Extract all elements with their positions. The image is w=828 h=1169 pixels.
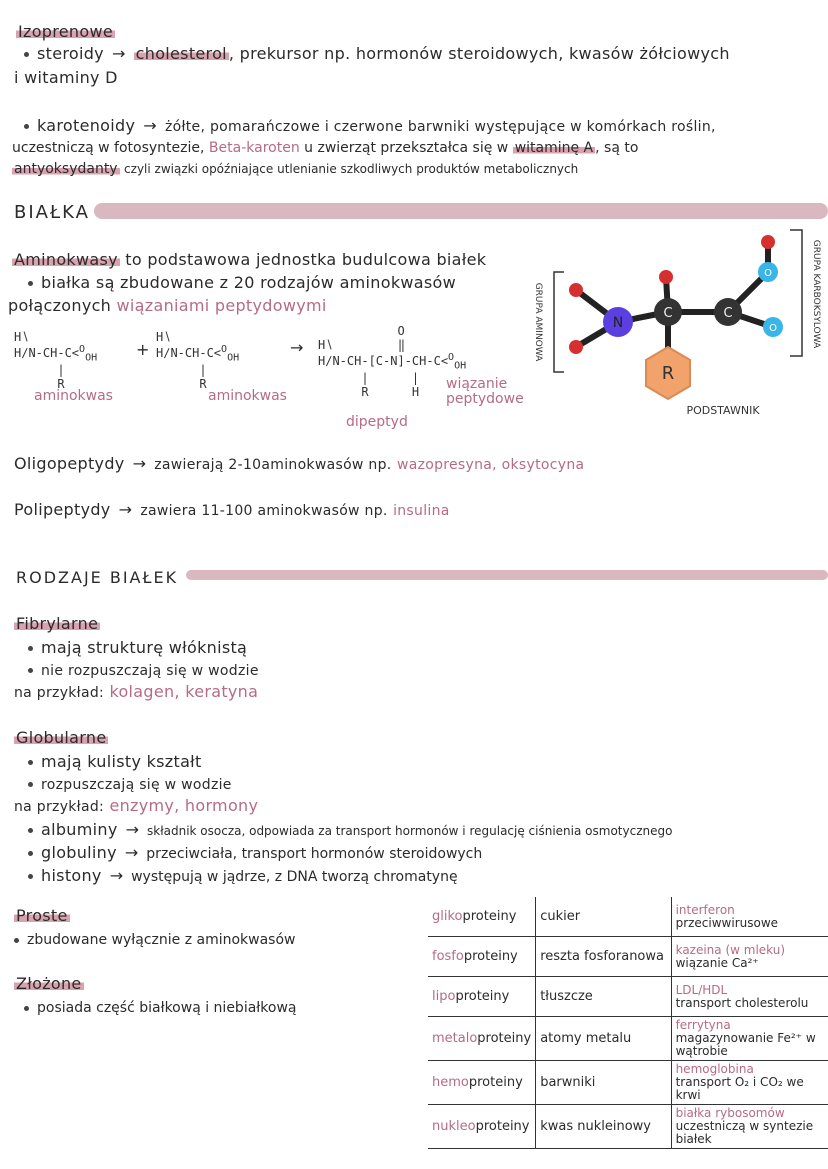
proste-heading: Proste	[16, 906, 68, 925]
arrow-icon: →	[118, 500, 133, 519]
witamina-a-term: witaminę A	[514, 140, 594, 156]
steroidy-term: steroidy	[37, 44, 104, 63]
example-name: hemoglobina	[675, 1062, 754, 1076]
bullet	[28, 782, 33, 787]
protein-suffix: proteiny	[455, 989, 510, 1004]
reaction-arrow-icon: →	[290, 338, 304, 357]
zlozone-line	[24, 1000, 296, 1016]
steroidy-line	[24, 44, 730, 63]
glob-example	[14, 796, 258, 815]
peptydowe-label: peptydowe	[446, 391, 524, 407]
protein-prefix: hemo	[432, 1075, 469, 1090]
protein-suffix: proteiny	[462, 909, 517, 924]
fib-b2-text: nie rozpuszczają się w wodzie	[41, 663, 259, 679]
bullet	[24, 52, 29, 57]
table-row	[428, 937, 828, 977]
histony-line	[28, 866, 458, 885]
steroidy-desc2: i witaminy D	[14, 68, 118, 87]
atom-n-label: N	[612, 315, 624, 331]
cholesterol-term: cholesterol	[135, 44, 227, 63]
karotenoidy-line3	[12, 161, 578, 177]
protein-prefix: metalo	[432, 1031, 478, 1046]
bullet	[24, 124, 29, 129]
table-row	[428, 1105, 828, 1149]
non-protein-part-cell: tłuszcze	[536, 977, 671, 1017]
aminokwasy-line	[12, 250, 486, 269]
oligopeptydy-desc: zawierają 2-10aminokwasów np.	[154, 457, 392, 473]
atom-c-label-2: C	[723, 306, 733, 321]
bullet	[28, 874, 33, 879]
protein-prefix: gliko	[432, 909, 463, 924]
globuliny-line	[28, 843, 482, 862]
atom-o-label-2: O	[769, 323, 777, 334]
fib-ex: kolagen, keratyna	[109, 682, 259, 701]
proste-desc: zbudowane wyłącznie z aminokwasów	[27, 932, 296, 948]
karotenoidy-line3-text: czyli związki opóźniające utlenianie szkodliwych produktów metabolicznych	[124, 162, 579, 176]
example-name: białka rybosomów	[675, 1106, 785, 1120]
protein-type-cell	[428, 977, 536, 1017]
example-name: kazeina (w mleku)	[675, 942, 786, 957]
example-cell	[671, 897, 828, 937]
arrow-icon: →	[125, 820, 139, 839]
glob-bullet1	[28, 752, 202, 771]
non-protein-part-cell: reszta fosforanowa	[536, 937, 671, 977]
polaczonych-line	[8, 296, 327, 315]
protein-suffix: proteiny	[477, 1031, 532, 1046]
steroidy-desc: , prekursor np. hormonów steroidowych, kwasów żółciowych	[228, 44, 730, 63]
example-name: ferrytyna	[675, 1018, 731, 1032]
bullet	[24, 1006, 29, 1011]
example-desc: transport O₂ i CO₂ we krwi	[675, 1075, 804, 1102]
beta-karoten-term: Beta-karoten	[208, 140, 300, 156]
protein-suffix: proteiny	[468, 1075, 523, 1090]
arrow-icon: →	[111, 44, 126, 63]
grupa-karboksylowa-label: GRUPA KARBOKSYLOWA	[811, 239, 821, 349]
bialka-heading: BIAŁKA	[14, 202, 90, 223]
aminokwasy-term: Aminokwasy	[14, 250, 118, 269]
example-cell	[671, 1061, 828, 1105]
zlozone-heading: Złożone	[16, 974, 82, 993]
glob-b2-text: rozpuszczają się w wodzie	[41, 777, 232, 793]
example-desc: wiązanie Ca²⁺	[675, 955, 759, 970]
protein-suffix: proteiny	[475, 1119, 530, 1134]
aminokwas-label-2: aminokwas	[208, 388, 287, 404]
bullet	[28, 281, 33, 286]
polipeptydy-desc: zawiera 11-100 aminokwasów np.	[140, 503, 388, 519]
proste-line	[14, 932, 295, 948]
izoprenowe-heading: Izoprenowe	[18, 22, 113, 41]
amino-acid-diagram	[518, 222, 828, 422]
histony-desc: występują w jądrze, z DNA tworzą chromatynę	[131, 869, 458, 885]
non-protein-part-cell: kwas nukleinowy	[536, 1105, 671, 1149]
non-protein-part-cell: barwniki	[536, 1061, 671, 1105]
table-row	[428, 977, 828, 1017]
proteins-table	[428, 897, 828, 1149]
dipeptyd-label: dipeptyd	[346, 414, 408, 430]
karotenoidy-line2a: uczestniczą w fotosyntezie,	[12, 140, 205, 156]
grupa-aminowa-label: GRUPA AMINOWA	[533, 282, 543, 362]
bullet	[28, 646, 33, 651]
polipeptydy-ex: insulina	[393, 503, 450, 519]
carboxyl-bracket	[790, 230, 802, 356]
example-desc: przeciwwirusowe	[675, 915, 779, 930]
atom-c-label: C	[663, 306, 673, 321]
section-bar	[94, 203, 828, 219]
polipeptydy-term: Polipeptydy	[14, 500, 111, 519]
polipeptydy-line	[14, 500, 450, 519]
fibrylarne-heading: Fibrylarne	[16, 614, 99, 633]
karotenoidy-line2b: u zwierząt przekształca się w	[304, 140, 509, 156]
globuliny-desc: przeciwciała, transport hormonów steroidowych	[146, 846, 483, 862]
example-cell	[671, 1017, 828, 1061]
glob-ex-label: na przykład:	[14, 799, 105, 815]
karotenoidy-line2	[12, 140, 638, 156]
bialka-bullet1	[28, 273, 456, 292]
wiazaniami-term: wiązaniami peptydowymi	[116, 296, 327, 315]
bullet	[28, 851, 33, 856]
table-row	[428, 1061, 828, 1105]
non-protein-part-cell: atomy metalu	[536, 1017, 671, 1061]
globuliny-term: globuliny	[41, 843, 117, 862]
table-row	[428, 897, 828, 937]
arrow-icon: →	[132, 454, 147, 473]
hydrogen-atom-3	[659, 270, 673, 284]
protein-type-cell	[428, 937, 536, 977]
protein-type-cell	[428, 1061, 536, 1105]
glob-bullet2	[28, 774, 232, 793]
glob-b1-text: mają kulisty kształt	[41, 752, 202, 771]
arrow-icon: →	[143, 116, 157, 135]
non-protein-part-cell: cukier	[536, 897, 671, 937]
hydrogen-atom-4	[761, 235, 775, 249]
polaczonych-text: połączonych	[8, 296, 112, 315]
karotenoidy-line2c: , są to	[595, 140, 639, 156]
aminokwasy-desc: to podstawowa jednostka budulcowa białek	[125, 250, 487, 269]
bialka-bullet1-text: białka są zbudowane z 20 rodzajów aminokwasów	[41, 273, 456, 292]
example-desc: transport cholesterolu	[675, 995, 809, 1010]
karotenoidy-desc: żółte, pomarańczowe i czerwone barwniki występujące w komórkach roślin,	[164, 119, 716, 135]
arrow-icon: →	[124, 843, 139, 862]
example-desc: magazynowanie Fe²⁺ w wątrobie	[675, 1031, 816, 1058]
aminokwas-label-1: aminokwas	[34, 388, 113, 404]
fib-ex-label: na przykład:	[14, 685, 105, 701]
rodzaje-heading: RODZAJE BIAŁEK	[16, 568, 179, 587]
atom-o-label: O	[764, 268, 772, 279]
hydrogen-atom-2	[569, 340, 583, 354]
fib-example	[14, 682, 258, 701]
protein-prefix: lipo	[432, 989, 456, 1004]
example-cell	[671, 937, 828, 977]
amino-formula-2: H∖ H∕N-CH-C<$^O_{OH}$ | R	[156, 330, 240, 392]
arrow-icon: →	[109, 866, 124, 885]
atom-r-label: R	[661, 363, 675, 384]
protein-type-cell	[428, 1017, 536, 1061]
example-name: LDL/HDL	[675, 982, 728, 997]
albuminy-term: albuminy	[41, 820, 118, 839]
amino-formula-1: H∖ H∕N-CH-C<$^O_{OH}$ | R	[14, 330, 98, 392]
oligopeptydy-term: Oligopeptydy	[14, 454, 125, 473]
bullet	[28, 668, 33, 673]
example-name: interferon	[675, 902, 735, 917]
plus-sign: +	[136, 340, 150, 359]
hydrogen-atom-1	[569, 283, 583, 297]
fib-bullet2	[28, 660, 259, 679]
wiazanie-label: wiązanie	[446, 376, 508, 392]
albuminy-line	[28, 820, 826, 839]
bullet	[14, 938, 19, 943]
glob-ex: enzymy, hormony	[109, 796, 259, 815]
example-cell	[671, 1105, 828, 1149]
bullet	[28, 760, 33, 765]
podstawnik-label: PODSTAWNIK	[686, 404, 760, 417]
protein-suffix: proteiny	[463, 949, 518, 964]
oligopeptydy-line	[14, 454, 584, 473]
protein-prefix: nukleo	[432, 1119, 476, 1134]
karotenoidy-term: karotenoidy	[37, 116, 136, 135]
histony-term: histony	[41, 866, 102, 885]
example-desc: uczestniczą w syntezie białek	[675, 1119, 814, 1146]
dipeptide-formula: O H∖ ‖ H∕N-CH-[C-N]-CH-C<$^O_{OH}$ | | R H	[318, 324, 467, 400]
oligopeptydy-ex: wazopresyna, oksytocyna	[396, 457, 585, 473]
protein-prefix: fosfo	[432, 949, 464, 964]
table-row	[428, 1017, 828, 1061]
protein-type-cell	[428, 897, 536, 937]
fib-bullet1	[28, 638, 247, 657]
zlozone-desc: posiada część białkową i niebiałkową	[37, 1000, 297, 1016]
globularne-heading: Globularne	[16, 728, 107, 747]
protein-type-cell	[428, 1105, 536, 1149]
fib-b1-text: mają strukturę włóknistą	[41, 638, 248, 657]
antyoksydanty-term: antyoksydanty	[14, 161, 118, 177]
example-cell	[671, 977, 828, 1017]
albuminy-desc: składnik osocza, odpowiada za transport hormonów i regulację ciśnienia osmotycznego	[147, 824, 673, 838]
section-bar-2	[186, 570, 828, 580]
bullet	[28, 828, 33, 833]
amino-bracket	[554, 272, 564, 372]
karotenoidy-line	[24, 116, 716, 135]
